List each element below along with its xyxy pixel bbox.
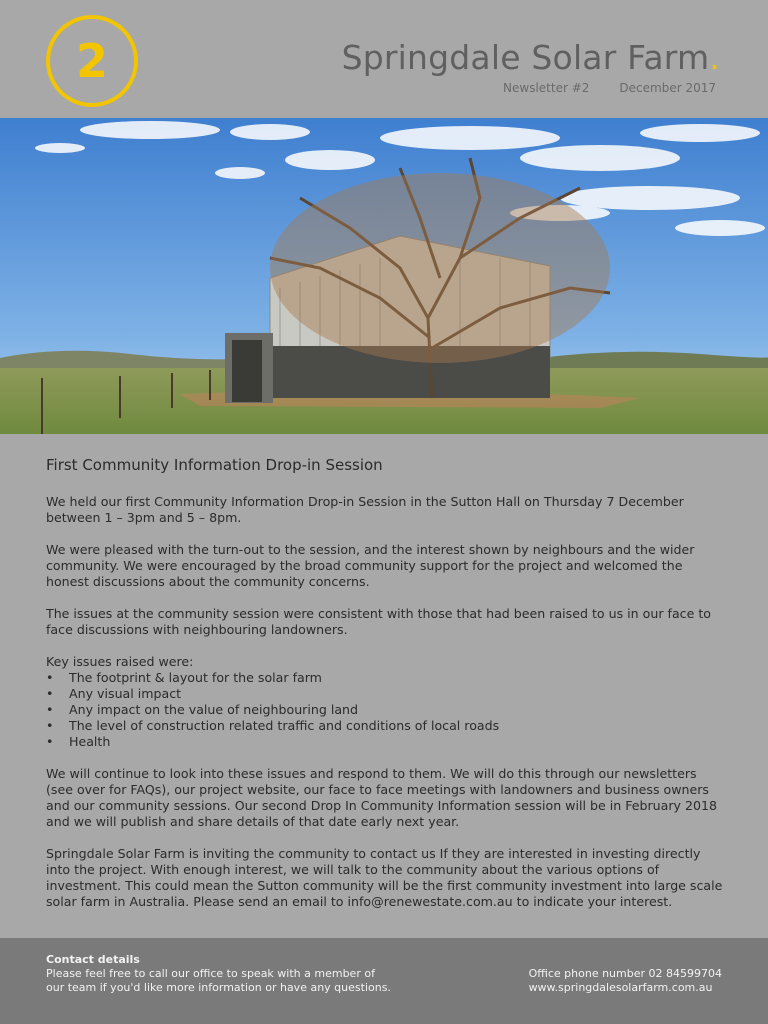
contact-heading: Contact details: [46, 953, 140, 966]
list-item: • The level of construction related traffic and conditions of local roads: [46, 718, 726, 734]
list-item: • Any impact on the value of neighbouring land: [46, 702, 726, 718]
issues-intro: Key issues raised were:: [46, 654, 194, 669]
contact-footer: [0, 938, 768, 1024]
newsletter-header: [0, 0, 768, 118]
contact-info: [529, 967, 722, 995]
list-item: • Health: [46, 734, 726, 750]
newsletter-number: Newsletter #2: [503, 81, 590, 95]
issue-meta: [503, 81, 716, 95]
issues-list: [46, 670, 726, 750]
newsletter-title: [342, 38, 720, 77]
article: [46, 455, 726, 926]
contact-details: [46, 953, 391, 995]
article-paragraph-5: Springdale Solar Farm is inviting the community to contact us If they are interested in investing directly into the project. With enough interest, we will talk to the community about the various options of investment. This could mean the Sutton community will be the first community investment into large scale solar farm in Australia. Please send an email to info@renewestate.com.au to indicate your interest.: [46, 846, 723, 909]
list-item: • Any visual impact: [46, 686, 726, 702]
title-text: Springdale Solar Farm: [341, 38, 710, 77]
article-paragraph-3: The issues at the community session were consistent with those that had been raised to us in our face to face discussions with neighbouring landowners.: [46, 606, 711, 637]
website-link[interactable]: www.springdalesolarfarm.com.au: [528, 981, 713, 994]
issue-date: December 2017: [619, 81, 716, 95]
contact-line-1: Please feel free to call our office to speak with a member of: [46, 967, 375, 980]
article-heading: First Community Information Drop-in Session: [46, 456, 383, 474]
issue-number-badge: 2: [46, 15, 138, 107]
list-item: • The footprint & layout for the solar farm: [46, 670, 726, 686]
farm-shed-photo: [0, 118, 768, 434]
title-dot: .: [709, 38, 720, 77]
contact-line-2: our team if you'd like more information or have any questions.: [46, 981, 391, 994]
article-paragraph-2: We were pleased with the turn-out to the session, and the interest shown by neighbours and the wider community. We were encouraged by the broad community support for the project and welcomed the honest discussions about the community concerns.: [46, 542, 695, 589]
article-paragraph-1: We held our first Community Information Drop-in Session in the Sutton Hall on Thursday 7 December between 1 – 3pm and 5 – 8pm.: [46, 494, 684, 525]
article-paragraph-4: We will continue to look into these issues and respond to them. We will do this through our newsletters (see over for FAQs), our project website, our face to face meetings with landowners and business owners and our community sessions. Our second Drop In Community Information session will be in February 2018 and we will publish and share details of that date early next year.: [46, 766, 718, 829]
office-phone: Office phone number 02 84599704: [528, 967, 722, 980]
